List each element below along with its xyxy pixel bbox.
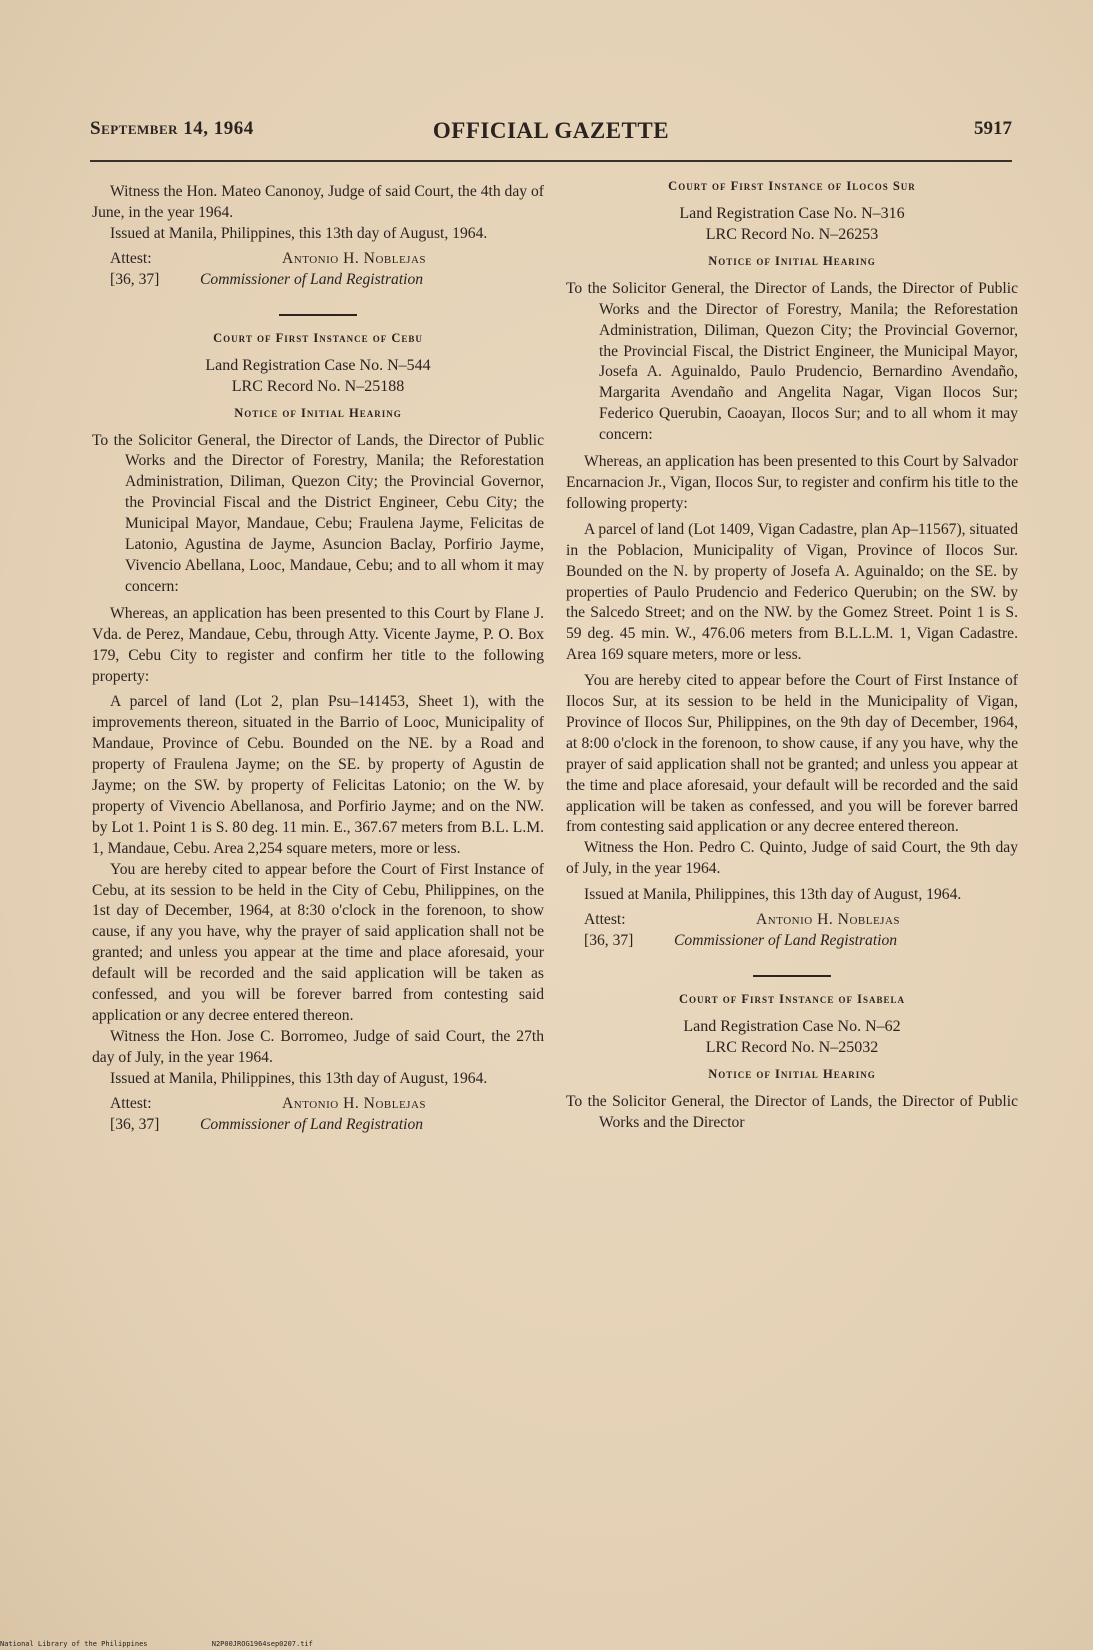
intro-witness: Witness the Hon. Mateo Canonoy, Judge of said Court, the 4th day of June, in the year 1964. [92,183,544,221]
attest-role: Commissioner of Land Registration [674,932,898,950]
scan-filename: N2P00JROG1964sep0207.tif [211,1640,313,1648]
whereas-paragraph: Whereas, an application has been presented to this Court by Salvador Encarnacion Jr., Vigan, Ilocos Sur, to register and confirm his title to the following property: [566,453,1018,512]
notice-heading: Notice of Initial Hearing [234,405,402,420]
witness-paragraph: Witness the Hon. Pedro C. Quinto, Judge of said Court, the 9th day of July, in the year 1964. [566,839,1018,878]
section-separator [279,314,357,316]
section-separator [753,975,831,977]
court-heading: Court of First Instance of Cebu [213,330,423,345]
issued-paragraph: Issued at Manila, Philippines, this 13th day of August, 1964. [584,886,962,904]
addressee-paragraph: To the Solicitor General, the Director of Lands, the Director of Public Works and the Director of Forestry, Manila; the Reforestation Administration, Diliman, Quezon City; the Provincial Governor, the Provincial Fiscal, the District Engineer, the Municipal Mayor, Josefa A. Aguinaldo, Paulo Prudencio, Bernardino Avendaño, Margarita Avendaño and Angelita Nagar, Vigan Ilocos Sur; Federico Querubin, Caoayan, Ilocos Sur; and to all whom it may concern: [566,279,1018,444]
record-number-isabela: LRC Record No. N–25032 [705,1039,879,1056]
addressee-paragraph-isabela: To the Solicitor General, the Director of Lands, the Director of Public Works and the Director [566,1092,1018,1131]
left-column [92,182,544,1137]
record-number: LRC Record No. N–26253 [705,225,879,243]
page-number: 5917 [974,118,1012,139]
header-rule [90,160,1012,162]
intro-issued: Issued at Manila, Philippines, this 13th day of August, 1964. [110,224,488,242]
issued-paragraph: Issued at Manila, Philippines, this 13th day of August, 1964. [110,1069,488,1087]
scan-footer [0,1640,373,1648]
attest-block [566,910,1018,953]
attest-name: Antonio H. Noblejas [282,1094,426,1112]
citation-paragraph: You are hereby cited to appear before the Court of First Instance of Cebu, at its session to be held in the City of Cebu, Philippines, on the 1st day of December, 1964, at 8:30 o'clock in the forenoon, to show cause, if any you have, why the prayer of said application shall not be granted; and unless you appear at the time and place aforesaid, your default will be recorded and the said application will be taken as confessed, and you will be forever barred from contesting said application or any decree entered thereon. [92,860,544,1024]
case-number: Land Registration Case No. N–316 [679,204,905,222]
record-number: LRC Record No. N–25188 [231,377,405,395]
attest-name: Antonio H. Noblejas [282,249,426,267]
attest-label: Attest: [110,1094,152,1112]
page-header [90,118,1012,154]
parcel-paragraph: A parcel of land (Lot 1409, Vigan Cadastre, plan Ap–11567), situated in the Poblacion, Municipality of Vigan, Province of Ilocos Sur. Bounded on the N. by property of Josefa A. Aguinaldo; on the SE. by properties of Paulo Prudencio and Federico Querubin; on the SW. by the Salcedo Street; and on the NW. by the Gomez Street. Point 1 is S. 59 deg. 45 min. W., 476.06 meters from B.L.L.M. 1, Vigan Cadastre. Area 169 square meters, more or less. [566,520,1018,664]
witness-paragraph: Witness the Hon. Jose C. Borromeo, Judge of said Court, the 27th day of July, in the year 1964. [92,1027,544,1066]
case-number-isabela: Land Registration Case No. N–62 [683,1018,901,1035]
notice-heading: Notice of Initial Hearing [708,253,876,268]
attest-name: Antonio H. Noblejas [756,911,900,929]
attest-ref: [36, 37] [110,1115,160,1133]
attest-block [92,1094,544,1137]
whereas-paragraph: Whereas, an application has been presented to this Court by Flane J. Vda. de Perez, Mandaue, Cebu, through Atty. Vicente Jayme, P. O. Box 179, Cebu City to register and confirm her title to the following property: [92,604,544,685]
case-number: Land Registration Case No. N–544 [205,356,431,374]
right-column [566,179,1018,1140]
court-heading-isabela: Court of First Instance of Isabela [678,992,906,1007]
addressee-paragraph: To the Solicitor General, the Director of Lands, the Director of Public Works and the Director of Forestry, Manila; the Reforestation Administration, Diliman, Quezon City; the Provincial Governor, the Provincial Fiscal and the District Engineer, Cebu City; the Municipal Mayor, Mandaue, Cebu; Fraulena Jayme, Felicitas de Latonio, Agustina de Jayme, Asuncion Baclay, Porfirio Jayme, Vivencio Abellana, Looc, Mandaue, Cebu; and to all whom it may concern: [92,431,544,595]
publication-title: OFFICIAL GAZETTE [432,118,670,143]
citation-paragraph: You are hereby cited to appear before the Court of First Instance of Ilocos Sur, at its session to be held in the Municipality of Vigan, Province of Ilocos Sur, Philippines, on the 9th day of December, 1964, at 8:00 o'clock in the forenoon, to show cause, if any you have, why the prayer of said application shall not be granted; and unless you appear at the time and place aforesaid, your default will be recorded and the said application will be taken as confessed, and you will be forever barred from contesting said application or any decree entered thereon. [566,672,1018,836]
attest-label: Attest: [584,911,626,929]
notice-heading-isabela: Notice of Initial Hearing [708,1067,876,1081]
attest-ref: [36, 37] [584,932,634,950]
court-heading: Court of First Instance of Ilocos Sur [668,179,916,193]
issue-date: September 14, 1964 [90,118,254,139]
parcel-paragraph: A parcel of land (Lot 2, plan Psu–141453, Sheet 1), with the improvements thereon, situated in the Barrio of Looc, Municipality of Mandaue, Province of Cebu. Bounded on the NE. by a Road and property of Fraulena Jayme; on the SE. by property of Agustin de Jayme; on the SW. by property of Felicitas Latonio; on the W. by property of Vivencio Abellanosa, and Porfirio Jayme; and on the NW. by Lot 1. Point 1 is S. 80 deg. 11 min. E., 367.67 meters from B.L. L.M. 1, Mandaue, Cebu. Area 2,254 square meters, more or less. [92,693,544,857]
attest-label: Attest: [110,249,152,267]
attest-role: Commissioner of Land Registration [200,270,424,288]
intro-attest-block [92,249,544,292]
attest-ref: [36, 37] [110,270,160,288]
attest-role: Commissioner of Land Registration [200,1115,424,1133]
library-credit: National Library of the Philippines [0,1640,148,1648]
